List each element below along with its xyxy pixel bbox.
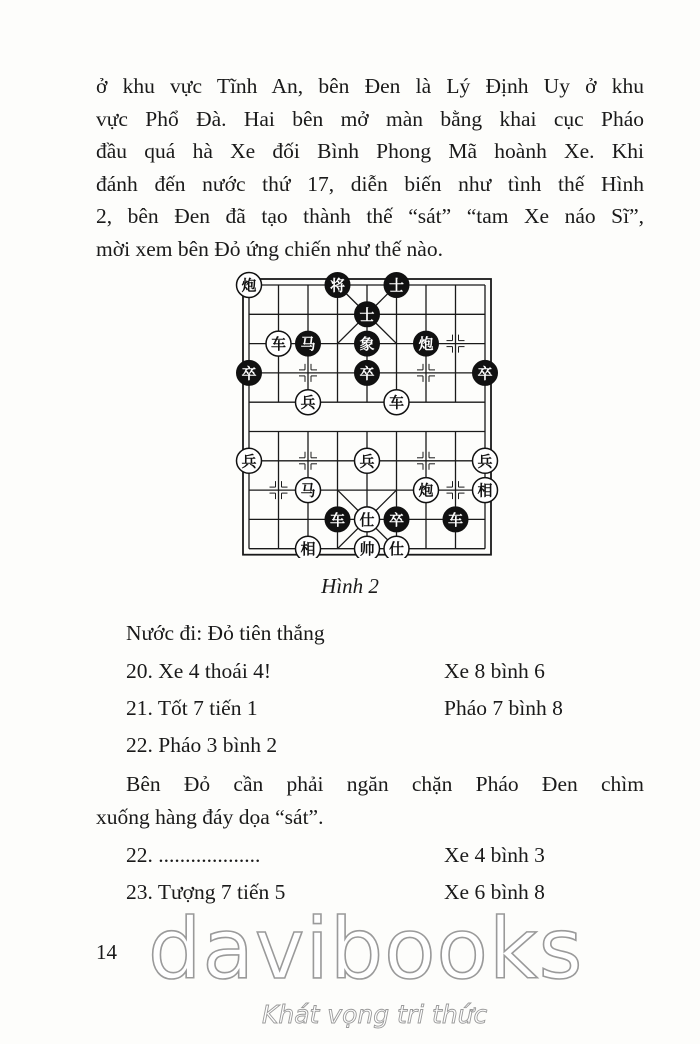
paragraph-intro: [96, 70, 644, 265]
svg-text:兵: 兵: [241, 452, 257, 471]
svg-text:卒: 卒: [388, 510, 405, 529]
xiangqi-piece-black: [355, 360, 380, 385]
svg-text:兵: 兵: [359, 452, 375, 471]
svg-text:兵: 兵: [477, 452, 493, 471]
svg-text:帅: 帅: [359, 540, 375, 558]
watermark-slogan: Khát vọng tri thức: [262, 1000, 488, 1029]
xiangqi-piece-black: [473, 360, 498, 385]
figure-caption: Hình 2: [321, 574, 379, 598]
xiangqi-piece-red: [296, 390, 321, 415]
svg-text:车: 车: [447, 510, 464, 529]
xiangqi-piece-black: [325, 273, 350, 298]
page-number: 14: [96, 940, 117, 964]
svg-text:相: 相: [300, 540, 316, 558]
xiangqi-piece-black: [384, 273, 409, 298]
xiangqi-piece-red: [384, 536, 409, 558]
xiangqi-piece-black: [355, 331, 380, 356]
xiangqi-piece-black: [325, 507, 350, 532]
xiangqi-piece-red: [266, 331, 291, 356]
xiangqi-piece-black: [355, 302, 380, 327]
xiangqi-board-diagram: [232, 268, 508, 558]
text-line: đầu quá hà Xe đối Bình Phong Mã hoành Xe. Khi: [96, 139, 644, 163]
text-line: vực Phổ Đà. Hai bên mở màn bằng khai cục Pháo: [96, 106, 644, 131]
xiangqi-piece-black: [237, 360, 262, 385]
svg-text:仕: 仕: [388, 540, 405, 558]
svg-text:车: 车: [329, 510, 346, 529]
xiangqi-piece-red: [355, 536, 380, 558]
xiangqi-piece-red: [473, 448, 498, 473]
text-line: 2, bên Đen đã tạo thành thế “sát” “tam Xe náo Sĩ”,: [96, 204, 644, 228]
watermark-logo: davibooks: [148, 900, 584, 998]
svg-text:炮: 炮: [418, 481, 434, 500]
svg-text:仕: 仕: [359, 510, 375, 529]
text-line: ở khu vực Tĩnh An, bên Đen là Lý Định Uy ở khu: [96, 74, 644, 98]
xiangqi-piece-red: [355, 507, 380, 532]
svg-text:卒: 卒: [359, 364, 375, 383]
svg-text:士: 士: [359, 305, 375, 324]
text-line: mời xem bên Đỏ ứng chiến như thế nào.: [96, 236, 443, 261]
paragraph-note: [96, 768, 644, 833]
xiangqi-piece-red: [414, 478, 439, 503]
move-red: 22. ...................: [126, 843, 261, 867]
xiangqi-piece-red: [296, 478, 321, 503]
svg-text:兵: 兵: [300, 393, 316, 412]
move-red: 23. Tượng 7 tiến 5: [126, 880, 286, 904]
svg-text:将: 将: [329, 276, 346, 295]
xiangqi-piece-red: [355, 448, 380, 473]
xiangqi-piece-black: [414, 331, 439, 356]
svg-text:马: 马: [300, 335, 316, 354]
xiangqi-piece-red: [237, 448, 262, 473]
text-line: xuống hàng đáy dọa “sát”.: [96, 804, 324, 829]
xiangqi-piece-black: [443, 507, 468, 532]
move-red: 21. Tốt 7 tiến 1: [126, 696, 258, 720]
move-red: 20. Xe 4 thoái 4!: [126, 659, 272, 683]
move-black: Xe 4 bình 3: [444, 843, 545, 867]
text-line: đánh đến nước thứ 17, diễn biến như tình thế Hình: [96, 171, 644, 196]
svg-text:卒: 卒: [477, 364, 493, 383]
xiangqi-piece-red: [384, 390, 409, 415]
svg-text:卒: 卒: [241, 364, 257, 383]
xiangqi-piece-red: [473, 478, 498, 503]
svg-text:马: 马: [300, 481, 316, 500]
svg-text:车: 车: [388, 393, 405, 412]
move-black: Xe 8 bình 6: [444, 659, 545, 683]
svg-text:士: 士: [388, 276, 405, 295]
text-line: Bên Đỏ cần phải ngăn chặn Pháo Đen chìm: [126, 772, 644, 796]
svg-text:炮: 炮: [241, 276, 257, 295]
svg-text:炮: 炮: [418, 335, 434, 354]
xiangqi-piece-black: [384, 507, 409, 532]
svg-text:车: 车: [270, 335, 287, 354]
xiangqi-piece-black: [296, 331, 321, 356]
svg-text:相: 相: [477, 481, 493, 500]
move-black: Pháo 7 bình 8: [444, 696, 563, 720]
xiangqi-piece-red: [296, 536, 321, 558]
xiangqi-piece-red: [237, 273, 262, 298]
move-black: Xe 6 bình 8: [444, 880, 545, 904]
move-red: 22. Pháo 3 bình 2: [126, 733, 278, 757]
svg-text:象: 象: [359, 335, 375, 354]
